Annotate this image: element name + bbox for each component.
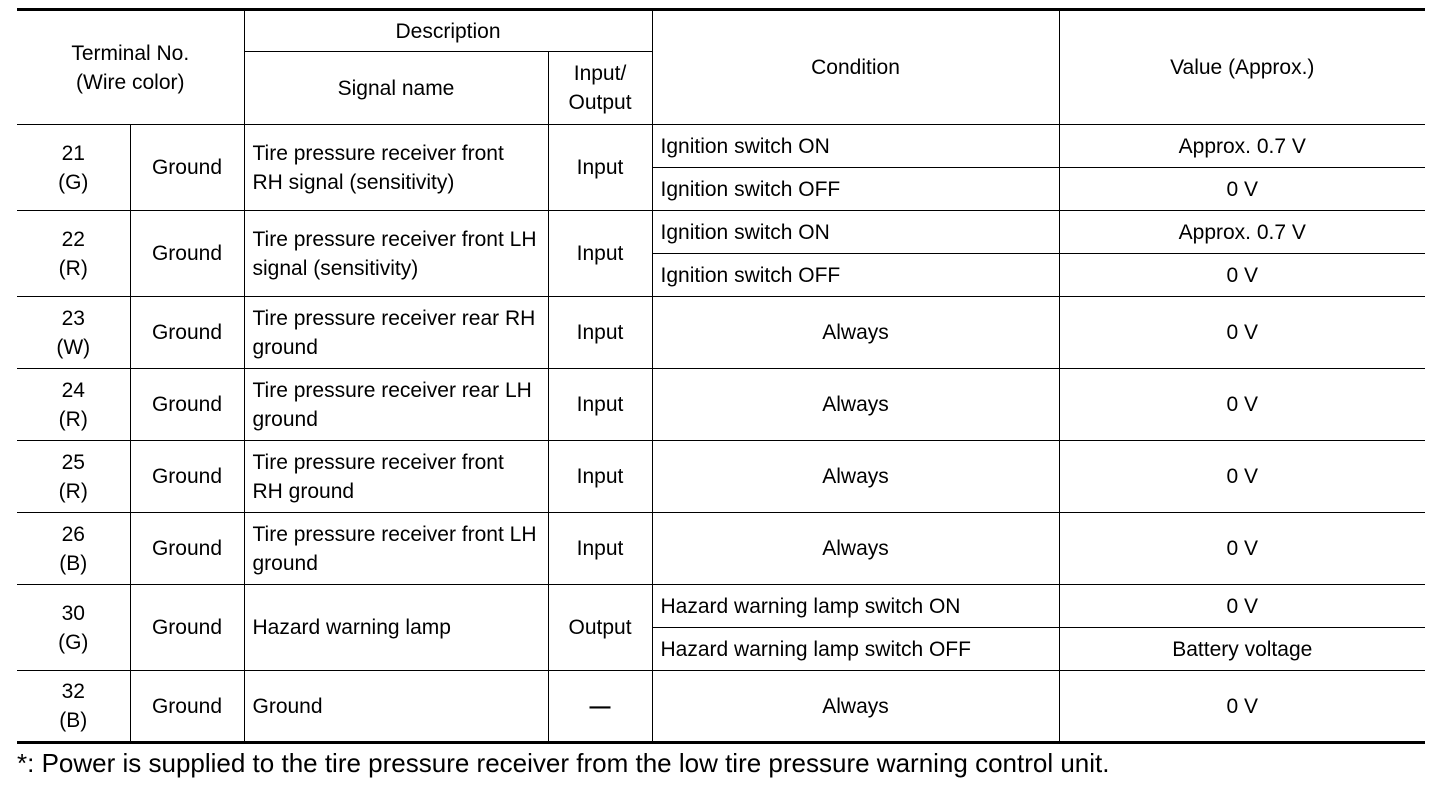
terminal-number: 32 [61,680,85,703]
io-header-line1: Input/ [573,62,627,85]
signal-name-cell: Tire pressure receiver front RH signal (sensitivity) [244,125,548,211]
description-header: Description [244,10,652,52]
condition-cell: Always [652,369,1059,441]
io-cell: — [548,671,652,743]
terminal-header [17,10,244,125]
terminal-number-cell [17,513,130,585]
value-cell: 0 V [1059,297,1425,369]
terminal-number: 25 [61,450,85,474]
io-cell: Input [548,297,652,369]
condition-cell: Always [652,671,1059,743]
footnote: *: Power is supplied to the tire pressure receiver from the low tire pressure warning control unit. [17,748,1110,778]
io-cell: Input [548,125,652,211]
terminal-number-cell [17,671,130,743]
wire-color: (W) [56,335,91,359]
wire-color: (R) [58,256,88,280]
table-row [17,297,1425,369]
condition-cell: Ignition switch ON [652,125,1059,168]
io-header-line2: Output [568,91,632,114]
table-header [17,10,1425,125]
value-cell: Approx. 0.7 V [1059,211,1425,254]
terminal-number-cell [17,297,130,369]
terminal-number-cell [17,585,130,671]
table-row [17,369,1425,441]
io-cell: Output [548,585,652,671]
value-cell: 0 V [1059,254,1425,297]
signal-name-cell: Hazard warning lamp [244,585,548,671]
signal-name-header: Signal name [244,52,548,125]
value-cell: Approx. 0.7 V [1059,125,1425,168]
io-cell: Input [548,211,652,297]
condition-header: Condition [652,10,1059,125]
terminal-number: 22 [61,227,85,251]
ground-cell: Ground [130,369,244,441]
signal-name-cell: Tire pressure receiver rear LH ground [244,369,548,441]
terminal-number-cell [17,125,130,211]
ground-cell: Ground [130,297,244,369]
signal-name-cell: Tire pressure receiver front RH ground [244,441,548,513]
wire-color: (R) [58,479,88,503]
table-row [17,211,1425,254]
signal-name-cell: Tire pressure receiver front LH ground [244,513,548,585]
wire-color: (G) [58,170,89,194]
signal-name-cell: Tire pressure receiver front LH signal (sensitivity) [244,211,548,297]
terminal-number: 24 [61,378,85,402]
terminal-table [17,8,1425,744]
table-body [17,125,1425,743]
value-cell: 0 V [1059,585,1425,628]
wire-color: (R) [58,407,88,431]
condition-cell: Ignition switch OFF [652,254,1059,297]
wire-color-header-label: (Wire color) [76,70,185,94]
terminal-number: 21 [61,141,85,165]
condition-cell: Always [652,513,1059,585]
ground-cell: Ground [130,441,244,513]
signal-name-cell: Tire pressure receiver rear RH ground [244,297,548,369]
value-cell: 0 V [1059,513,1425,585]
terminal-number: 30 [61,601,85,625]
value-cell: 0 V [1059,168,1425,211]
condition-cell: Always [652,297,1059,369]
io-header [548,52,652,125]
ground-cell: Ground [130,211,244,297]
wire-color: (G) [58,630,89,654]
value-cell: 0 V [1059,671,1425,743]
condition-cell: Ignition switch OFF [652,168,1059,211]
ground-cell: Ground [130,671,244,743]
ground-cell: Ground [130,125,244,211]
io-cell: Input [548,369,652,441]
wire-color: (B) [59,551,88,575]
signal-name-cell: Ground [244,671,548,743]
terminal-number: 23 [61,306,85,330]
value-cell: 0 V [1059,441,1425,513]
io-cell: Input [548,441,652,513]
table-row [17,513,1425,585]
table-row [17,441,1425,513]
terminal-number-cell [17,211,130,297]
condition-cell: Always [652,441,1059,513]
terminal-header-label: Terminal No. [71,41,190,65]
value-header: Value (Approx.) [1059,10,1425,125]
terminal-number-cell [17,369,130,441]
value-cell: 0 V [1059,369,1425,441]
wire-color: (B) [59,709,88,732]
table-row [17,125,1425,168]
condition-cell: Ignition switch ON [652,211,1059,254]
condition-cell: Hazard warning lamp switch ON [652,585,1059,628]
table-row [17,671,1425,743]
table-row [17,585,1425,628]
ground-cell: Ground [130,585,244,671]
terminal-number: 26 [61,522,85,546]
ground-cell: Ground [130,513,244,585]
value-cell: Battery voltage [1059,628,1425,671]
io-cell: Input [548,513,652,585]
terminal-number-cell [17,441,130,513]
condition-cell: Hazard warning lamp switch OFF [652,628,1059,671]
